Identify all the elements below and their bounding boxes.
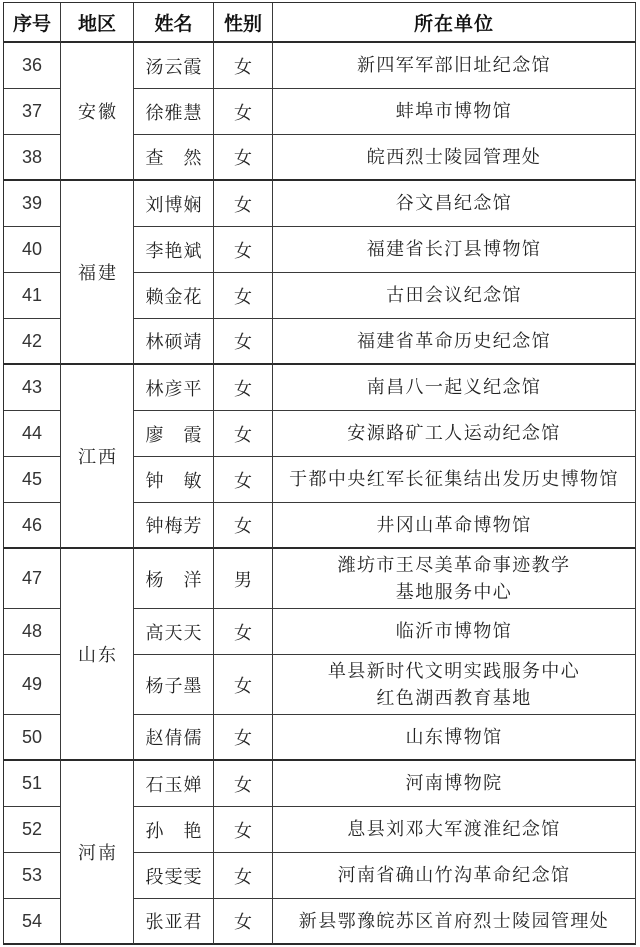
row-index-cell — [4, 43, 61, 89]
unit-cell — [273, 227, 636, 273]
person-gender: 男 — [234, 569, 252, 591]
name-cell — [134, 411, 214, 457]
person-name: 杨洋 — [145, 569, 202, 591]
unit-name-line: 河南博物院 — [405, 773, 503, 794]
gender-cell — [214, 899, 273, 945]
person-name: 刘博娴 — [145, 194, 202, 216]
unit-cell — [273, 807, 636, 853]
unit-cell — [273, 655, 636, 715]
person-gender: 女 — [234, 194, 252, 216]
header-region-label: 地区 — [77, 12, 116, 35]
unit-name-line: 皖西烈士陵园管理处 — [366, 146, 542, 168]
gender-cell — [214, 135, 273, 181]
gender-cell — [214, 655, 273, 715]
name-cell — [134, 135, 214, 181]
row-index-cell — [4, 715, 61, 761]
unit-name-line: 河南省确山竹沟革命纪念馆 — [337, 865, 571, 886]
unit-name-line: 山东博物馆 — [405, 726, 503, 748]
name-cell — [134, 655, 214, 715]
header-region-cell — [61, 3, 134, 43]
person-gender: 女 — [234, 470, 252, 492]
gender-cell — [214, 761, 273, 807]
name-cell — [134, 715, 214, 761]
row-index: 48 — [21, 621, 43, 641]
unit-cell — [273, 411, 636, 457]
row-index: 41 — [21, 285, 43, 305]
gender-cell — [214, 227, 273, 273]
person-name: 赖金花 — [145, 286, 202, 308]
person-gender: 女 — [234, 912, 252, 933]
name-cell — [134, 227, 214, 273]
row-index: 49 — [21, 674, 43, 694]
person-name: 林彦平 — [145, 378, 202, 400]
person-gender: 女 — [234, 240, 252, 262]
row-index-cell — [4, 853, 61, 899]
unit-name-line: 潍坊市王尽美革命事迹教学 — [337, 554, 571, 576]
person-name: 赵倩儒 — [145, 728, 202, 749]
gender-cell — [214, 319, 273, 365]
unit-cell — [273, 503, 636, 549]
unit-name-line: 息县刘邓大军渡淮纪念馆 — [347, 819, 561, 840]
row-index: 47 — [21, 568, 43, 588]
name-cell — [134, 549, 214, 609]
unit-cell — [273, 319, 636, 365]
unit-cell — [273, 365, 636, 411]
region-name: 山东 — [78, 645, 118, 666]
person-name: 徐雅慧 — [145, 102, 202, 124]
region-name: 福建 — [78, 263, 118, 284]
unit-cell — [273, 549, 636, 609]
header-index-cell — [4, 3, 61, 43]
name-cell — [134, 609, 214, 655]
region-name: 河南 — [78, 843, 118, 864]
row-index-cell — [4, 549, 61, 609]
person-name: 杨子墨 — [145, 675, 202, 697]
unit-name-line: 红色湖西教育基地 — [376, 687, 532, 709]
name-cell — [134, 899, 214, 945]
person-gender: 女 — [234, 820, 252, 842]
unit-cell — [273, 609, 636, 655]
name-cell — [134, 365, 214, 411]
row-index-cell — [4, 457, 61, 503]
person-gender: 女 — [234, 424, 252, 446]
header-name-cell — [134, 3, 214, 43]
gender-cell — [214, 549, 273, 609]
person-name: 钟梅芳 — [145, 516, 202, 537]
row-index-cell — [4, 807, 61, 853]
name-cell — [134, 319, 214, 365]
personnel-table — [3, 2, 636, 945]
gender-cell — [214, 853, 273, 899]
unit-name-line: 于都中央红军长征集结出发历史博物馆 — [289, 469, 619, 490]
row-index-cell — [4, 273, 61, 319]
row-index: 42 — [21, 330, 43, 351]
row-index: 45 — [21, 469, 43, 489]
gender-cell — [214, 43, 273, 89]
person-name: 李艳斌 — [145, 240, 202, 262]
row-index-cell — [4, 655, 61, 715]
unit-name-line: 南昌八一起义纪念馆 — [366, 377, 542, 398]
person-gender: 女 — [234, 102, 252, 124]
region-cell — [61, 549, 134, 761]
person-gender: 女 — [234, 675, 252, 697]
unit-cell — [273, 899, 636, 945]
unit-name-line: 福建省长汀县博物馆 — [366, 239, 542, 260]
gender-cell — [214, 715, 273, 761]
unit-cell — [273, 89, 636, 135]
row-index-cell — [4, 365, 61, 411]
row-index: 44 — [21, 423, 43, 443]
unit-cell — [273, 715, 636, 761]
person-gender: 女 — [234, 866, 252, 888]
row-index: 37 — [21, 101, 43, 121]
name-cell — [134, 761, 214, 807]
region-cell — [61, 43, 134, 181]
row-index: 53 — [21, 865, 43, 885]
row-index-cell — [4, 503, 61, 549]
row-index-cell — [4, 181, 61, 227]
row-index: 50 — [21, 726, 43, 747]
gender-cell — [214, 503, 273, 549]
row-index: 51 — [21, 773, 43, 793]
unit-name-line: 单县新时代文明实践服务中心 — [327, 660, 581, 682]
gender-cell — [214, 89, 273, 135]
person-name: 钟敏 — [145, 470, 202, 492]
row-index: 36 — [21, 55, 43, 75]
person-name: 张亚君 — [145, 912, 202, 933]
name-cell — [134, 89, 214, 135]
header-unit-label: 所在单位 — [413, 12, 494, 35]
row-index-cell — [4, 411, 61, 457]
person-gender: 女 — [234, 286, 252, 308]
gender-cell — [214, 365, 273, 411]
person-name: 孙艳 — [145, 820, 202, 842]
unit-cell — [273, 181, 636, 227]
unit-cell — [273, 853, 636, 899]
gender-cell — [214, 273, 273, 319]
unit-name-line: 古田会议纪念馆 — [386, 285, 522, 306]
unit-cell — [273, 273, 636, 319]
unit-cell — [273, 761, 636, 807]
gender-cell — [214, 609, 273, 655]
person-gender: 女 — [234, 56, 252, 78]
name-cell — [134, 807, 214, 853]
unit-name-line: 新县鄂豫皖苏区首府烈士陵园管理处 — [298, 910, 610, 932]
header-gender-label: 性别 — [223, 12, 262, 35]
unit-name-line: 临沂市博物馆 — [395, 621, 513, 642]
row-index: 46 — [21, 514, 43, 535]
region-cell — [61, 365, 134, 549]
person-name: 廖霞 — [145, 424, 202, 446]
unit-name-line: 新四军军部旧址纪念馆 — [357, 55, 551, 76]
header-name-label: 姓名 — [154, 12, 193, 35]
person-gender: 女 — [234, 516, 252, 537]
name-cell — [134, 181, 214, 227]
row-index-cell — [4, 761, 61, 807]
person-name: 汤云霞 — [145, 56, 202, 78]
header-gender-cell — [214, 3, 273, 43]
name-cell — [134, 273, 214, 319]
region-cell — [61, 761, 134, 945]
unit-name-line: 基地服务中心 — [395, 581, 513, 603]
header-unit-cell — [273, 3, 636, 43]
row-index: 40 — [21, 239, 43, 259]
person-gender: 女 — [234, 378, 252, 400]
unit-cell — [273, 457, 636, 503]
name-cell — [134, 853, 214, 899]
gender-cell — [214, 411, 273, 457]
row-index: 43 — [21, 377, 43, 397]
region-name: 江西 — [78, 447, 118, 468]
unit-name-line: 井冈山革命博物馆 — [376, 514, 532, 536]
unit-name-line: 安源路矿工人运动纪念馆 — [347, 423, 561, 444]
row-index: 39 — [21, 193, 43, 213]
gender-cell — [214, 807, 273, 853]
person-gender: 女 — [234, 774, 252, 796]
unit-cell — [273, 43, 636, 89]
row-index: 54 — [21, 910, 43, 931]
unit-name-line: 福建省革命历史纪念馆 — [357, 330, 551, 352]
name-cell — [134, 503, 214, 549]
header-index-label: 序号 — [12, 12, 51, 35]
row-index: 38 — [21, 146, 43, 167]
unit-cell — [273, 135, 636, 181]
gender-cell — [214, 181, 273, 227]
unit-name-line: 谷文昌纪念馆 — [395, 193, 513, 214]
region-cell — [61, 181, 134, 365]
region-name: 安徽 — [78, 102, 118, 123]
unit-name-line: 蚌埠市博物馆 — [395, 101, 513, 122]
name-cell — [134, 457, 214, 503]
person-gender: 女 — [234, 148, 252, 169]
row-index-cell — [4, 609, 61, 655]
row-index-cell — [4, 227, 61, 273]
person-gender: 女 — [234, 332, 252, 353]
name-cell — [134, 43, 214, 89]
row-index-cell — [4, 89, 61, 135]
person-name: 林硕靖 — [145, 332, 202, 353]
gender-cell — [214, 457, 273, 503]
row-index-cell — [4, 135, 61, 181]
row-index: 52 — [21, 819, 43, 839]
person-gender: 女 — [234, 622, 252, 644]
person-name: 高天天 — [145, 622, 202, 644]
person-name: 查然 — [145, 148, 202, 169]
row-index-cell — [4, 319, 61, 365]
person-name: 段雯雯 — [145, 866, 202, 888]
row-index-cell — [4, 899, 61, 945]
person-name: 石玉婵 — [145, 774, 202, 796]
person-gender: 女 — [234, 728, 252, 749]
